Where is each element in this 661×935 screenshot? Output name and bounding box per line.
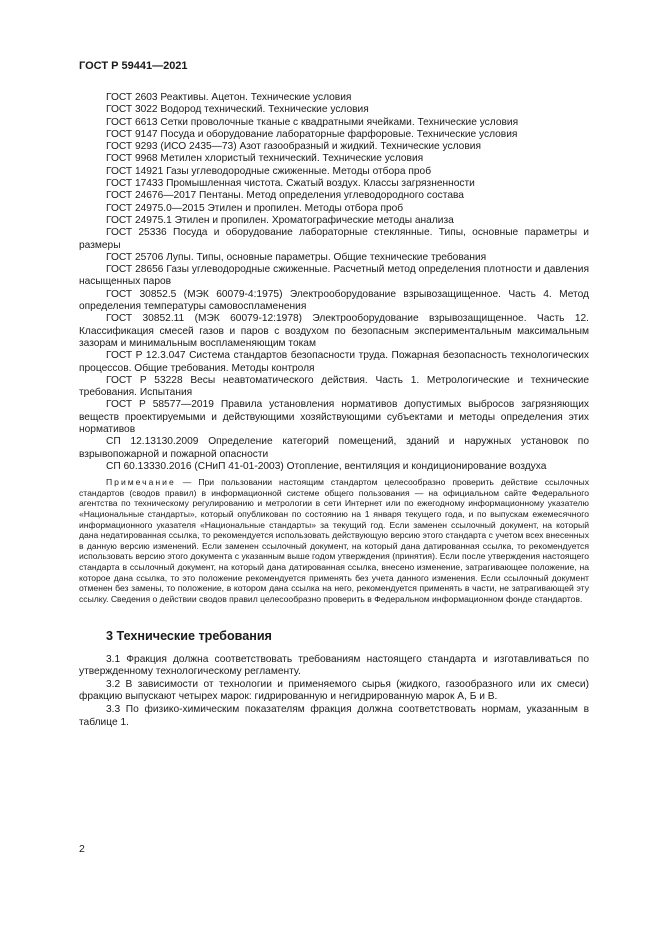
- document-body: [79, 92, 589, 729]
- reference-item: ГОСТ Р 53228 Весы неавтоматического действия. Часть 1. Метрологические и технические требования. Испытания: [79, 374, 589, 399]
- reference-item: ГОСТ 30852.11 (МЭК 60079-12:1978) Электрооборудование взрывозащищенное. Часть 12. Классификация смесей газов и паров с воздухом по безопасным экспериментальным максимальным зазорам и минимальным воспламеняющим токам: [79, 313, 589, 349]
- reference-item: ГОСТ 6613 Сетки проволочные тканые с квадратными ячейками. Технические условия: [106, 116, 519, 128]
- reference-item: ГОСТ 30852.5 (МЭК 60079-4:1975) Электрооборудование взрывозащищенное. Часть 4. Метод определения температуры самовоспламенения: [79, 288, 589, 313]
- section-paragraph: 3.2 В зависимости от технологии и применяемого сырья (жидкого, газообразного или их смеси) фракцию выпускают четырех марок: гидрированную и негидрированную марок А, Б и В.: [79, 678, 589, 703]
- reference-item: ГОСТ 24676—2017 Пентаны. Метод определения углеводородного состава: [106, 190, 464, 202]
- reference-item: ГОСТ 9147 Посуда и оборудование лабораторные фарфоровые. Технические условия: [106, 128, 518, 140]
- reference-item: ГОСТ 25336 Посуда и оборудование лабораторные стеклянные. Типы, основные параметры и размеры: [79, 227, 589, 251]
- reference-item: ГОСТ 24975.1 Этилен и пропилен. Хроматографические методы анализа: [106, 214, 454, 226]
- reference-item: ГОСТ 2603 Реактивы. Ацетон. Технические условия: [106, 92, 352, 103]
- section-paragraph: 3.1 Фракция должна соответствовать требованиям настоящего стандарта и изготавливаться по утвержденному технологическому регламенту.: [79, 653, 589, 678]
- reference-item: ГОСТ 24975.0—2015 Этилен и пропилен. Методы отбора проб: [106, 202, 404, 214]
- reference-item: ГОСТ 9968 Метилен хлористый технический. Технические условия: [106, 153, 424, 165]
- reference-item: ГОСТ 14921 Газы углеводородные сжиженные. Методы отбора проб: [106, 165, 432, 177]
- reference-item: ГОСТ 17433 Промышленная чистота. Сжатый воздух. Классы загрязненности: [106, 178, 475, 190]
- reference-item: ГОСТ Р 12.3.047 Система стандартов безопасности труда. Пожарная безопасность технологических процессов. Общие требования. Методы контроля: [79, 350, 589, 374]
- page-number: 2: [79, 843, 85, 855]
- section-paragraph: 3.3 По физико-химическим показателям фракция должна соответствовать нормам, указанным в таблице 1.: [79, 704, 589, 728]
- reference-item: ГОСТ 28656 Газы углеводородные сжиженные. Расчетный метод определения плотности и давления насыщенных паров: [79, 264, 589, 288]
- references-list: [79, 92, 589, 473]
- note-label: Примечание: [106, 477, 176, 488]
- reference-item: ГОСТ 3022 Водород технический. Технические условия: [106, 104, 369, 116]
- reference-item: СП 12.13130.2009 Определение категорий помещений, зданий и наружных установок по взрывопожарной и пожарной опасности: [79, 436, 589, 460]
- standard-header: ГОСТ Р 59441—2021: [79, 60, 188, 72]
- reference-item: ГОСТ 25706 Лупы. Типы, основные параметры. Общие технические требования: [106, 251, 487, 263]
- section-title: 3 Технические требования: [106, 629, 272, 644]
- reference-item: СП 60.13330.2016 (СНиП 41-01-2003) Отопление, вентиляция и кондиционирование воздуха: [106, 460, 547, 472]
- note-text: — При пользовании настоящим стандартом целесообразно проверить действие ссылочных стандартов (сводов правил) в информационной системе общего пользования — на официальном сайте Федерального агентства по техническому регулированию и метрологии в сети Интернет или по ежегодному информационному указателю «Национальные стандарты», который опубликован по состоянию на 1 января текущего года, и по выпускам ежемесячного информационного указателя «Национальные стандарты» за текущий год. Если заменен ссылочный документ, на который дана недатированная ссылка, то рекомендуется использовать действующую версию этого стандарта с учетом всех внесенных в данную версию изменений. Если заменен ссылочный документ, на который дана датированная ссылка, то рекомендуется использовать версию этого документа с указанным выше годом утверждения (принятия). Если после утверждения настоящего стандарта в ссылочный документ, на который дана датированная ссылка, внесено изменение, затрагивающее положение, на которое дана ссылка, то это положение рекомендуется применять без учета данного изменения. Если ссылочный документ отменен без замены, то положение, в котором дана ссылка на него, рекомендуется применять в части, не затрагивающей эту ссылку. Сведения о действии сводов правил целесообразно проверить в Федеральном информационном фонде стандартов.: [79, 477, 589, 604]
- reference-item: ГОСТ 9293 (ИСО 2435—73) Азот газообразный и жидкий. Технические условия: [106, 141, 481, 153]
- reference-item: ГОСТ Р 58577—2019 Правила установления нормативов допустимых выбросов загрязняющих веществ проектируемыми и действующими хозяйствующими субъектами и методы определения этих нормативов: [79, 399, 589, 436]
- note-paragraph: [79, 477, 589, 604]
